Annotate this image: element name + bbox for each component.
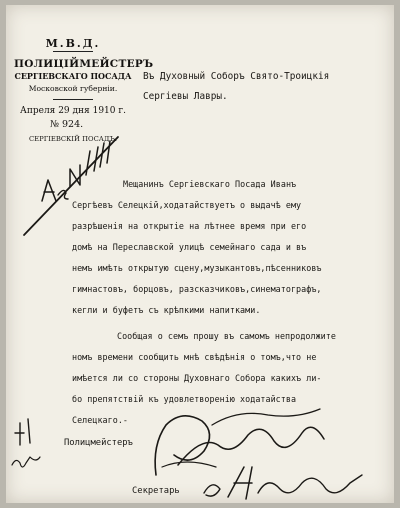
body-line: имѣется ли со стороны Духовнаго Собора какихъ ли- <box>72 373 322 383</box>
stamp-title: ПОЛИЦІЙМЕЙСТЕРЪ <box>14 58 154 70</box>
document-sheet <box>6 5 394 503</box>
stamp-number: № 924. <box>50 119 84 130</box>
body-line: номъ времени сообщить мнѣ свѣдѣнія о томъ,что не <box>72 352 317 362</box>
stamp-province: Московской губерніи. <box>28 84 118 93</box>
body-line: немъ имѣть открытую сцену,музыкантовъ,пѣсенниковъ <box>72 263 322 273</box>
stamp-city: СЕРГІЕВСКІЙ ПОСАДЪ. <box>28 135 118 143</box>
body-line: разрѣшенія на открытіе на лѣтнее время при его <box>72 221 307 231</box>
body-line: Сергѣевъ Селецкій,ходатайствуетъ о выдачѣ ему <box>72 200 302 210</box>
addressee-line-1: Въ Духовный Соборъ Свято-Троицкія <box>143 71 330 82</box>
secretary-label: Секретарь <box>132 486 180 496</box>
stamp-date: Апреля 29 дня 1910 г. <box>20 106 126 116</box>
addressee-line-2: Сергіевы Лавры. <box>143 91 228 102</box>
body-line: Сообщая о семъ прошу въ самомъ непродолжите <box>117 331 336 341</box>
body-line: Селецкаго.- <box>72 415 129 425</box>
body-line: бо препятствій къ удовлетворенію ходатайства <box>72 394 297 404</box>
handwritten-signature <box>6 5 394 503</box>
stamp-place: СЕРГІЕВСКАГО ПОСАДА <box>14 71 132 81</box>
police-chief-label: Полицмейстеръ <box>64 438 133 448</box>
body-line: кегли и буфетъ съ крѣпкими напитками. <box>72 305 261 315</box>
body-line: гимнастовъ, борцовъ, разсказчиковъ,синематографъ, <box>72 284 322 294</box>
body-line: домѣ на Переславской улицѣ семейнаго сада и въ <box>72 242 307 252</box>
stamp-code: М.В.Д. <box>45 37 101 50</box>
body-line: Мещанинъ Сергіевскаго Посада Иванъ <box>123 179 297 189</box>
